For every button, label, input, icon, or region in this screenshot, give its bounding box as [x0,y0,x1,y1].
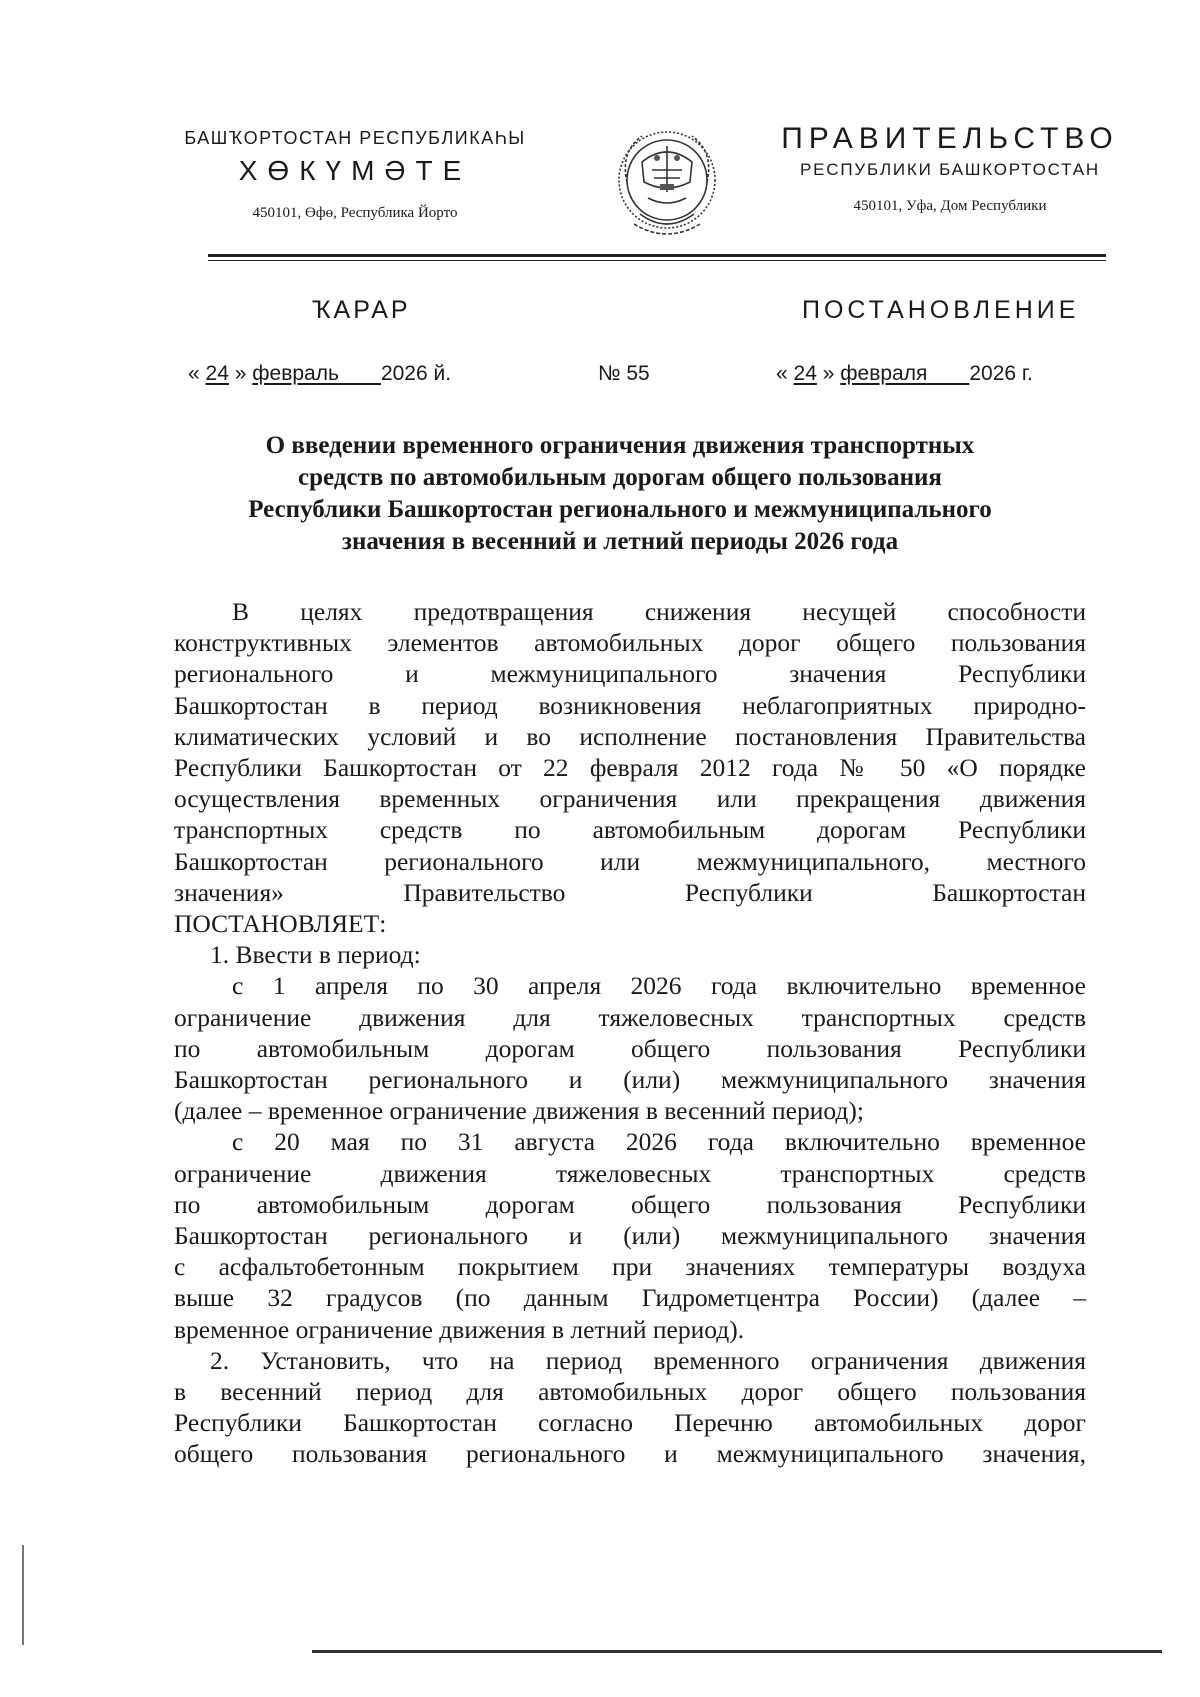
body-line: конструктивных элементов автомобильных дорог общего пользования [174,628,1086,658]
body-line: 2. Установить, что на период временного ограничения движения [210,1345,1086,1375]
header-right-address: 450101, Уфа, Дом Республики [853,198,1047,214]
date-left-month: февраль [252,362,339,385]
header-divider-thick [208,254,1106,257]
date-left-day: 24 [205,362,229,385]
body-line: В целях предотвращения снижения несущей способности [232,597,1086,626]
document-title [180,430,1060,558]
coat-of-arms-icon [612,122,722,244]
title-line: О введении временного ограничения движения транспортных [265,432,975,459]
body-line: Башкортостан регионального и (или) межмуниципального значения [174,1221,1086,1251]
body-line: Башкортостан регионального и (или) межмуниципального значения [174,1065,1086,1095]
title-line: средств по автомобильным дорогам общего пользования [298,464,942,491]
body-line: ограничение движения для тяжеловесных транспортных средств [174,1002,1086,1032]
body-line: временное ограничение движения в летний период). [174,1314,745,1344]
header-right-block [760,122,1140,215]
body-line: осуществления временных ограничения или прекращения движения [174,784,1086,814]
date-left: « 24 » февраль 2026 й. [188,362,452,385]
doc-type-bashkir: ҠАРАР [312,296,411,324]
scan-edge-line [312,1650,1162,1653]
item1-intro: 1. Ввести в период: [210,940,421,970]
date-right-day: 24 [793,362,817,385]
body-line: Республики Башкортостан от 22 февраля 2012 года № 50 «О порядке [174,753,1086,783]
body-line: общего пользования регионального и межмуниципального значения, [174,1439,1086,1469]
date-right-month: февраля [840,362,928,385]
title-line: значения в весенний и летний периоды 2026 года [341,528,899,555]
header-right-republic: РЕСПУБЛИКИ БАШКОРТОСТАН [800,160,1100,179]
date-right: « 24 » февраля 2026 г. [776,362,1033,385]
body-line: транспортных средств по автомобильным дорогам Республики [174,815,1086,845]
body-line: Башкортостан регионального или межмуниципального, местного [174,846,1086,876]
document-body [174,596,1086,1470]
document-number: № 55 [598,362,650,385]
body-line: с 1 апреля по 30 апреля 2026 года включительно временное [232,971,1086,1001]
doc-type-russian: ПОСТАНОВЛЕНИЕ [802,296,1080,324]
scan-margin-mark [22,1545,24,1645]
header-left-address: 450101, Өфө, Республика Йорто [252,205,458,221]
body-line: регионального и межмуниципального значения Республики [174,659,1086,689]
header-divider-thin [208,260,1106,261]
body-line: ограничение движения тяжеловесных транспортных средств [174,1158,1086,1188]
body-line: (далее – временное ограничение движения в весенний период); [174,1096,864,1126]
body-line: Башкортостан в период возникновения неблагоприятных природно- [174,690,1086,720]
body-line: значения» Правительство Республики Башкортостан [174,877,1086,907]
body-line: Республики Башкортостан согласно Перечню автомобильных дорог [174,1408,1086,1438]
resolves-text: ПОСТАНОВЛЯЕТ: [174,909,387,939]
date-left-year: 2026 й. [380,362,452,385]
header-left-block [160,128,550,222]
title-line: Республики Башкортостан регионального и межмуниципального [248,496,992,523]
body-line: климатических условий и во исполнение постановления Правительства [174,721,1086,751]
body-line: по автомобильным дорогам общего пользования Республики [174,1189,1086,1219]
header-left-republic: БАШҠОРТОСТАН РЕСПУБЛИКАҺЫ [184,128,526,148]
body-line: с 20 мая по 31 августа 2026 года включительно временное [232,1127,1086,1157]
header-right-government: ПРАВИТЕЛЬСТВО [781,122,1119,155]
header-left-government: ХӨКҮМӘТЕ [238,155,472,186]
body-line: в весенний период для автомобильных дорог общего пользования [174,1377,1086,1407]
body-line: с асфальтобетонным покрытием при значениях температуры воздуха [174,1252,1086,1282]
body-line: выше 32 градусов (по данным Гидрометцентра России) (далее – [174,1283,1086,1313]
date-right-year: 2026 г. [969,362,1033,385]
body-line: по автомобильным дорогам общего пользования Республики [174,1033,1086,1063]
